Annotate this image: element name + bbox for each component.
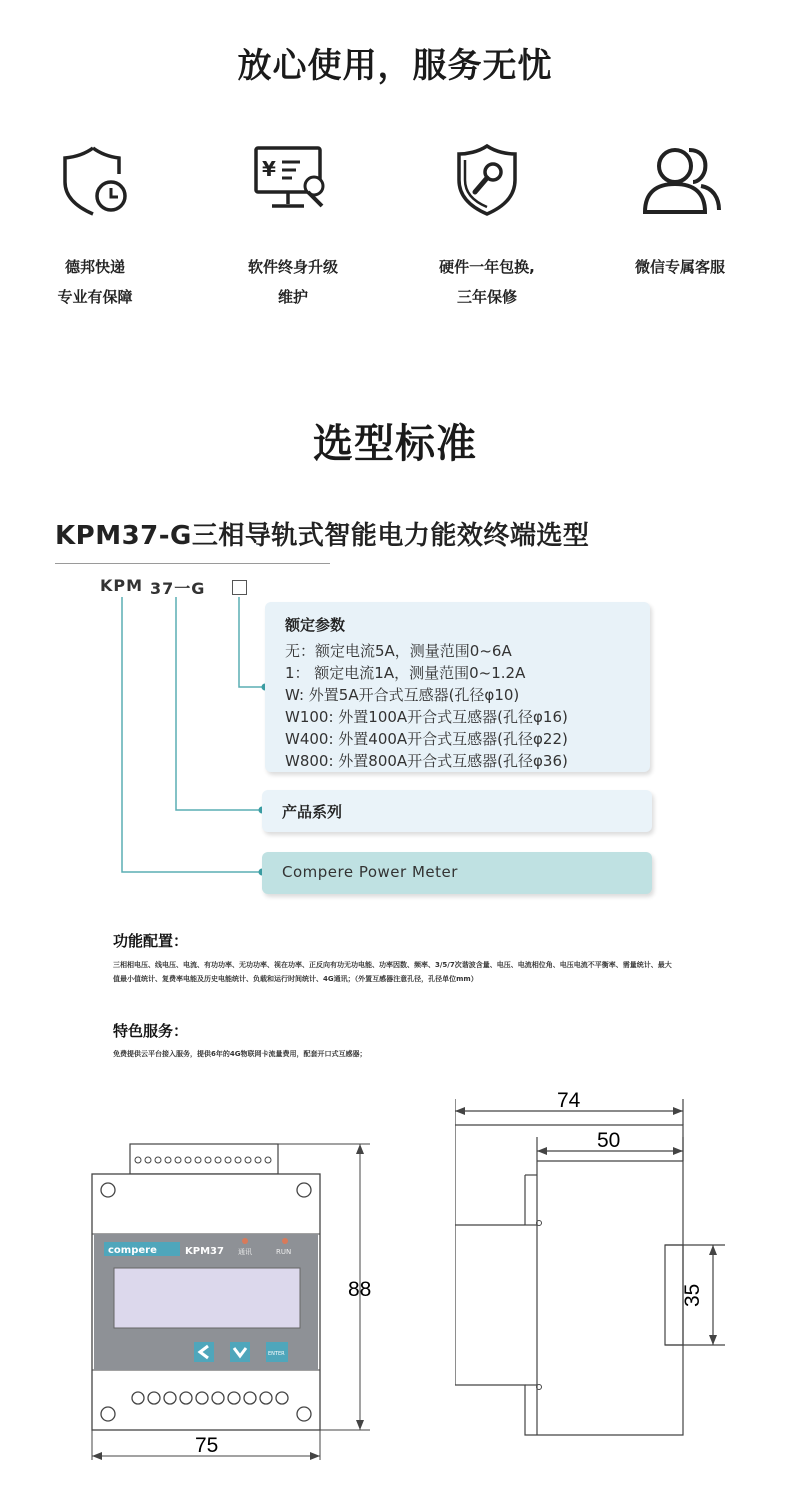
config-title: 功能配置： (113, 932, 189, 950)
rated-params-title: 额定参数 (285, 616, 346, 634)
param-line: W400: 外置400A开合式互感器(孔径φ22) (285, 730, 568, 748)
param-line: W800: 外置800A开合式互感器(孔径φ36) (285, 752, 568, 770)
code-part-37g: 37一G (150, 579, 206, 598)
device-front-drawing (80, 1130, 390, 1475)
svg-text:¥: ¥ (262, 157, 276, 181)
device-brand: compere (108, 1245, 157, 1256)
param-line: 无：额定电流5A，测量范围0~6A (285, 642, 512, 660)
led-comm-label: 通讯 (238, 1248, 252, 1256)
product-series-box (262, 790, 652, 832)
config-text: 三相相电压、线电压、电流、有功功率、无功功率、视在功率、正反向有功无功电能、功率因数、频率、3/5/7次谐波含量、电压、电流相位角、电压电流不平衡率、需量统计、最大值最小值统计、复费率电能及历史电能统计、负载和运行时间统计、4G通讯；（外置互感器注意孔径，孔径单位mm） (113, 961, 672, 983)
product-series-label: 产品系列 (282, 803, 343, 821)
selection-title: 选型标准 (313, 421, 477, 467)
service-text-line2: 专业有保障 (57, 288, 133, 306)
service-text-line1: 软件终身升级 (247, 258, 338, 276)
service-text-line1: 硬件一年包换, (439, 258, 535, 276)
dim-width: 75 (195, 1434, 219, 1457)
service-text-line2: 三年保修 (456, 288, 517, 306)
compere-meter-box (262, 852, 652, 894)
dim-depth-total: 74 (557, 1089, 581, 1112)
service-text-line1: 德邦快递 (64, 258, 125, 276)
dim-height: 88 (348, 1278, 372, 1301)
service-text-line2: 维护 (277, 288, 308, 306)
dim-rail: 35 (681, 1283, 704, 1307)
model-heading: KPM37-G三相导轨式智能电力能效终端选型 (55, 521, 590, 551)
device-model: KPM37 (185, 1246, 224, 1257)
device-side-drawing (455, 1085, 725, 1445)
enter-key-label: ENTER (268, 1351, 285, 1357)
compere-meter-label: Compere Power Meter (282, 863, 458, 881)
led-run-label: RUN (276, 1248, 292, 1256)
special-service-title: 特色服务： (113, 1022, 189, 1040)
rated-params-box (265, 602, 650, 772)
service-text-line1: 微信专属客服 (634, 258, 725, 276)
special-service-text: 免费提供云平台接入服务，提供6年的4G物联网卡流量费用，配套开口式互感器； (113, 1050, 367, 1058)
dim-depth-inner: 50 (597, 1129, 621, 1152)
service-title: 放心使用，服务无忧 (237, 46, 553, 86)
code-part-kpm: KPM (100, 576, 144, 595)
param-line: W100: 外置100A开合式互感器(孔径φ16) (285, 708, 568, 726)
param-line: W: 外置5A开合式互感器(孔径φ10) (285, 686, 520, 704)
param-line: 1： 额定电流1A，测量范围0~1.2A (285, 664, 526, 682)
